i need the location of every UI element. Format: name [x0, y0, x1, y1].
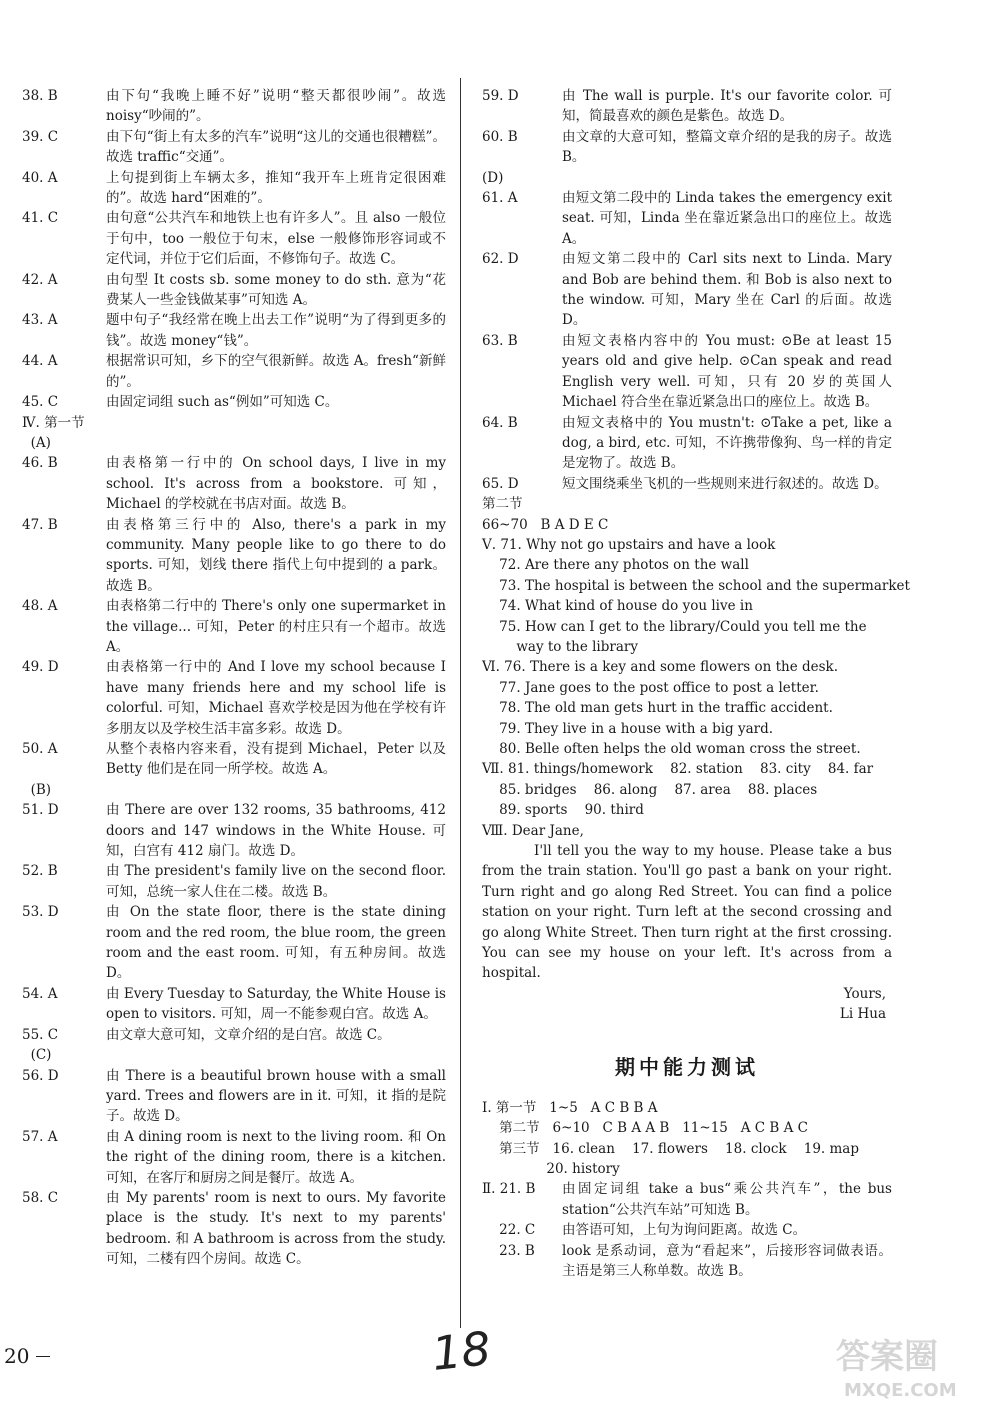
answer-explanation: 短文围绕乘坐飞机的一些规则来进行叙述的。故选 D。	[562, 475, 888, 492]
answer-explanation: 由 My parents' room is next to ours. My favorite place is the study. It's next to my parents' bedroom. 和 A bathroom is across from the study. 可知，二楼有四个房间。故选 C。	[106, 1189, 446, 1268]
answer-line: Ⅶ. 81. things/homework 82. station 83. city 84. far	[482, 761, 874, 778]
midterm-items	[482, 1179, 892, 1281]
answer-explanation: 由短文表格内容中的 You must: ⊙Be at least 15 years old and give help. ⊙Can speak and read English very well. 可知，只有 20 岁的英国人 Michael 符合坐在靠近紧急出口的座位上。故选 B。	[562, 332, 892, 411]
answer-number: 65. D	[482, 475, 519, 492]
answer-explanation: 由 Every Tuesday to Saturday, the White House is open to visitors. 可知，周一不能参观白宫。故选 A。	[106, 985, 446, 1023]
answer-number: 58. C	[22, 1189, 59, 1206]
answer-number: 22. C	[482, 1222, 536, 1239]
answer-number: 80.	[482, 741, 525, 757]
answer-number: 45. C	[22, 394, 59, 411]
answer-number: 62. D	[482, 251, 519, 268]
answer-line	[482, 596, 892, 616]
answer-item	[482, 1220, 892, 1240]
answer-line	[482, 535, 892, 555]
answer-line	[482, 617, 892, 637]
answer-number: 41. C	[22, 210, 59, 227]
answer-item	[22, 861, 446, 902]
answer-item	[22, 310, 446, 351]
answer-item	[22, 351, 446, 392]
section-vi	[482, 657, 892, 759]
answer-explanation: 由 The president's family live on the second floor. 可知，总统一家人住在二楼。故选 B。	[106, 863, 446, 900]
answer-item	[482, 249, 892, 331]
answer-item	[22, 86, 446, 127]
answer-explanation: 由 On the state floor, there is the state dining room and the red room, the blue room, the green room and the east room. 可知，有五种房间。故选 D。	[106, 904, 446, 982]
section-label: (D)	[482, 169, 504, 186]
answer-text: Jane goes to the post office to post a letter.	[524, 679, 819, 696]
answer-number: Ⅱ. 21. B	[482, 1181, 536, 1198]
left-column	[22, 86, 446, 1270]
answer-line: 第二节 6~10 C B A A B 11~15 A C B A C	[482, 1120, 808, 1137]
answer-number: 55. C	[22, 1026, 59, 1043]
answer-explanation: 由表格第一行中的 And I love my school because I have many friends here and my school life is colorful. 可知，Michael 喜欢学校是因为他在学校有许多朋友以及学校生活丰富多彩。故选 D。	[106, 659, 446, 737]
answer-item	[22, 1188, 446, 1270]
answer-number: 53. D	[22, 904, 59, 921]
answer-number: 42. A	[22, 271, 58, 288]
section-label: Ⅳ. 第一节	[22, 414, 85, 431]
answer-number: 64. B	[482, 414, 518, 431]
answer-explanation: 题中句子“我经常在晚上出去工作”说明“为了得到更多的钱”。故选 money“钱”。	[106, 312, 446, 349]
answer-explanation: 上句提到街上车辆太多，推知“我开车上班肯定很困难的”。故选 hard“困难的”。	[106, 169, 446, 207]
answer-line: 89. sports 90. third	[482, 802, 644, 819]
answer-number: 48. A	[22, 598, 58, 615]
answer-text: How can I get to the library/Could you tell me the	[524, 618, 867, 635]
answer-explanation: 由短文第二段中的 Carl sits next to Linda. Mary and Bob are behind them. 和 Bob is also next to the window. 可知，Mary 坐在 Carl 的后面。故选 D。	[562, 251, 892, 329]
column-divider	[460, 78, 461, 1328]
answer-line: 第三节 16. clean 17. flowers 18. clock 19. map	[482, 1140, 859, 1157]
answer-text: What kind of house do you live in	[524, 598, 753, 615]
answer-text: They live in a house with a big yard.	[524, 720, 774, 737]
answer-line	[482, 719, 892, 739]
answer-text: Belle often helps the old woman cross the street.	[524, 741, 861, 757]
answer-number: 49. D	[22, 659, 59, 676]
right-items	[482, 86, 892, 535]
answer-explanation: 由 There are over 132 rooms, 35 bathrooms, 412 doors and 147 windows in the White House. 可知，白宫有 412 扇门。故选 D。	[106, 802, 446, 860]
answer-number: 61. A	[482, 190, 518, 207]
answer-item	[22, 1066, 446, 1127]
answer-explanation: 由 The wall is purple. It's our favorite color. 可知，简最喜欢的颜色是紫色。故选 D。	[562, 88, 892, 125]
answer-number: 57. A	[22, 1128, 58, 1145]
answer-explanation: 由答语可知，上句为询问距离。故选 C。	[562, 1222, 807, 1239]
answer-number: 51. D	[22, 802, 59, 819]
answer-explanation: 由固定词组 take a bus“乘公共汽车”，the bus station“公共汽车站”可知选 B。	[562, 1181, 892, 1218]
answer-item	[22, 453, 446, 514]
answer-explanation: 由下句“街上有太多的汽车”说明“这儿的交通也很糟糕”。故选 traffic“交通”。	[106, 128, 446, 166]
answer-item	[482, 331, 892, 413]
answer-line	[482, 739, 892, 759]
answer-number: 59. D	[482, 88, 519, 104]
answer-number: 50. A	[22, 741, 58, 757]
letter-greeting: Ⅷ. Dear Jane,	[482, 822, 584, 839]
letter-closing: Yours,	[843, 985, 886, 1002]
answer-item	[22, 515, 446, 597]
answer-number: Ⅴ. 71.	[482, 536, 527, 553]
answer-number: 72.	[482, 557, 525, 574]
midterm-lines	[482, 1098, 892, 1180]
answer-number: 74.	[482, 598, 525, 615]
answer-text: The old man gets hurt in the traffic accident.	[524, 700, 833, 717]
section-viii	[482, 821, 892, 1025]
answer-explanation: 由表格第一行中的 On school days, I live in my school. It's across from a bookstore. 可知，Michael 的学校就在书店对面。故选 B。	[106, 455, 446, 513]
answer-explanation: look 是系动词，意为“看起来”，后接形容词做表语。主语是第三人称单数。故选 B。	[562, 1242, 892, 1279]
answer-explanation: 由短文表格中的 You mustn't: ⊙Take a pet, like a dog, a bird, etc. 可知，不许携带像狗、鸟一样的肯定是宠物了。故选 B。	[562, 414, 892, 472]
answer-item	[482, 413, 892, 474]
answer-item	[482, 188, 892, 249]
answer-number: 44. A	[22, 353, 58, 370]
answer-explanation: 由表格第二行中的 There's only one supermarket in the village... 可知，Peter 的村庄只有一个超市。故选 A。	[106, 598, 446, 655]
answer-explanation: 由固定词组 such as“例如”可知选 C。	[106, 394, 339, 411]
section-label: 第二节	[482, 496, 523, 513]
answer-number: 46. B	[22, 455, 58, 472]
answer-text: Are there any photos on the wall	[524, 557, 749, 574]
answer-line	[482, 637, 892, 657]
answer-text: way to the library	[516, 638, 638, 655]
answer-explanation: 由短文第二段中的 Linda takes the emergency exit seat. 可知，Linda 坐在靠近紧急出口的座位上。故选 A。	[562, 190, 892, 247]
answer-number: 39. C	[22, 128, 59, 145]
answer-line	[482, 657, 892, 677]
answer-item	[22, 657, 446, 739]
answer-line: 85. bridges 86. along 87. area 88. places	[482, 781, 818, 798]
answer-item	[22, 168, 446, 209]
answer-explanation: 由下句“我晚上睡不好”说明“整天都很吵闹”。故选 noisy“吵闹的”。	[106, 88, 446, 125]
section-label: (B)	[22, 781, 52, 798]
answer-item	[22, 596, 446, 657]
answer-item	[482, 1241, 892, 1282]
answer-text: There is a key and some flowers on the desk.	[529, 659, 839, 676]
answer-number: 40. A	[22, 169, 58, 186]
handwritten-number: 18	[429, 1321, 494, 1381]
answer-number: 54. A	[22, 985, 58, 1002]
answer-item	[22, 800, 446, 861]
page-number: 20	[4, 1344, 30, 1368]
answer-explanation: 由表格第三行中的 Also, there's a park in my community. Many people like to go there to do sports. 可知，划线 there 指代上句中提到的 a park。故选 B。	[106, 516, 446, 594]
answer-explanation: 根据常识可知，乡下的空气很新鲜。故选 A。fresh“新鲜的”。	[106, 353, 446, 390]
right-column	[482, 86, 910, 1281]
section-label: (C)	[22, 1047, 52, 1064]
answer-line: Ⅰ. 第一节 1~5 A C B B A	[482, 1099, 658, 1116]
answer-number: 43. A	[22, 312, 58, 329]
answer-item	[482, 127, 892, 168]
page-number-dash	[36, 1356, 50, 1357]
answer-line	[482, 698, 892, 718]
answer-number: 52. B	[22, 863, 58, 880]
answer-number: 75.	[482, 618, 525, 635]
answer-line	[482, 555, 892, 575]
answer-number: 77.	[482, 679, 525, 696]
answer-item	[22, 392, 446, 412]
answer-line	[482, 678, 892, 698]
answer-number: 60. B	[482, 128, 518, 145]
answer-number: 79.	[482, 720, 525, 737]
answer-explanation: 由 A dining room is next to the living room. 和 On the right of the dining room, there is a kitchen. 可知，在客厅和厨房之间是餐厅。故选 A。	[106, 1128, 446, 1186]
answer-item	[482, 1179, 892, 1220]
answer-number	[482, 637, 516, 657]
midterm-title: 期中能力测试	[615, 1054, 759, 1079]
answer-item	[22, 1127, 446, 1188]
watermark-logo	[830, 1330, 990, 1404]
section-vii	[482, 759, 892, 820]
watermark-text: MXQE.COM	[844, 1380, 957, 1401]
answer-line	[482, 576, 910, 596]
answer-number: 23. B	[482, 1242, 535, 1259]
letter-body: I'll tell you the way to my house. Please take a bus from the train station. You'll go past a bank on your right. Turn right and go along Red Street. You can find a police station on your right. Turn left at the second crossing and go along White Street. Then turn right at the first crossing. You can see my house on your left. It's across from a hospital.	[482, 843, 892, 982]
answer-explanation: 由句型 It costs sb. some money to do sth. 意为“花费某人一些金钱做某事”可知选 A。	[106, 271, 446, 309]
answer-number: 63. B	[482, 332, 518, 349]
answer-item	[22, 739, 446, 780]
answer-explanation: 由 There is a beautiful brown house with a small yard. Trees and flowers are in it. 可知，it 指的是院子。故选 D。	[106, 1067, 446, 1125]
answer-number: 38. B	[22, 88, 58, 104]
section-label: (A)	[22, 434, 51, 451]
section-v	[482, 535, 910, 657]
answer-number: 78.	[482, 700, 525, 717]
answer-number: 47. B	[22, 516, 58, 533]
answer-item	[22, 208, 446, 269]
answer-explanation: 由文章大意可知，文章介绍的是白宫。故选 C。	[106, 1026, 391, 1043]
answer-item	[22, 1025, 446, 1045]
answer-item	[22, 127, 446, 168]
answer-item	[22, 270, 446, 311]
answer-text: The hospital is between the school and the supermarket	[524, 577, 910, 594]
answer-explanation: 由文章的大意可知，整篇文章介绍的是我的房子。故选 B。	[562, 128, 892, 166]
answer-explanation: 由句意“公共汽车和地铁上也有许多人”。且 also 一般位于句中，too 一般位于句末，else 一般修饰形容词或不定代词，并位于它们后面，不修饰句子。故选 C。	[106, 210, 446, 268]
section-label: 66~70 B A D E C	[482, 516, 609, 533]
letter-signature: Li Hua	[839, 1006, 886, 1023]
answer-number: 56. D	[22, 1067, 59, 1084]
svg-text:答案圈: 答案圈	[836, 1337, 938, 1377]
answer-item	[482, 86, 892, 127]
answer-item	[22, 984, 446, 1025]
answer-text: Why not go upstairs and have a look	[526, 536, 776, 553]
answer-explanation: 从整个表格内容来看，没有提到 Michael，Peter 以及 Betty 他们是在同一所学校。故选 A。	[106, 741, 446, 778]
answer-number: Ⅵ. 76.	[482, 659, 530, 676]
answer-line: 20. history	[482, 1160, 620, 1177]
answer-number: 73.	[482, 577, 525, 594]
answer-item	[482, 474, 892, 494]
answer-item	[22, 902, 446, 984]
